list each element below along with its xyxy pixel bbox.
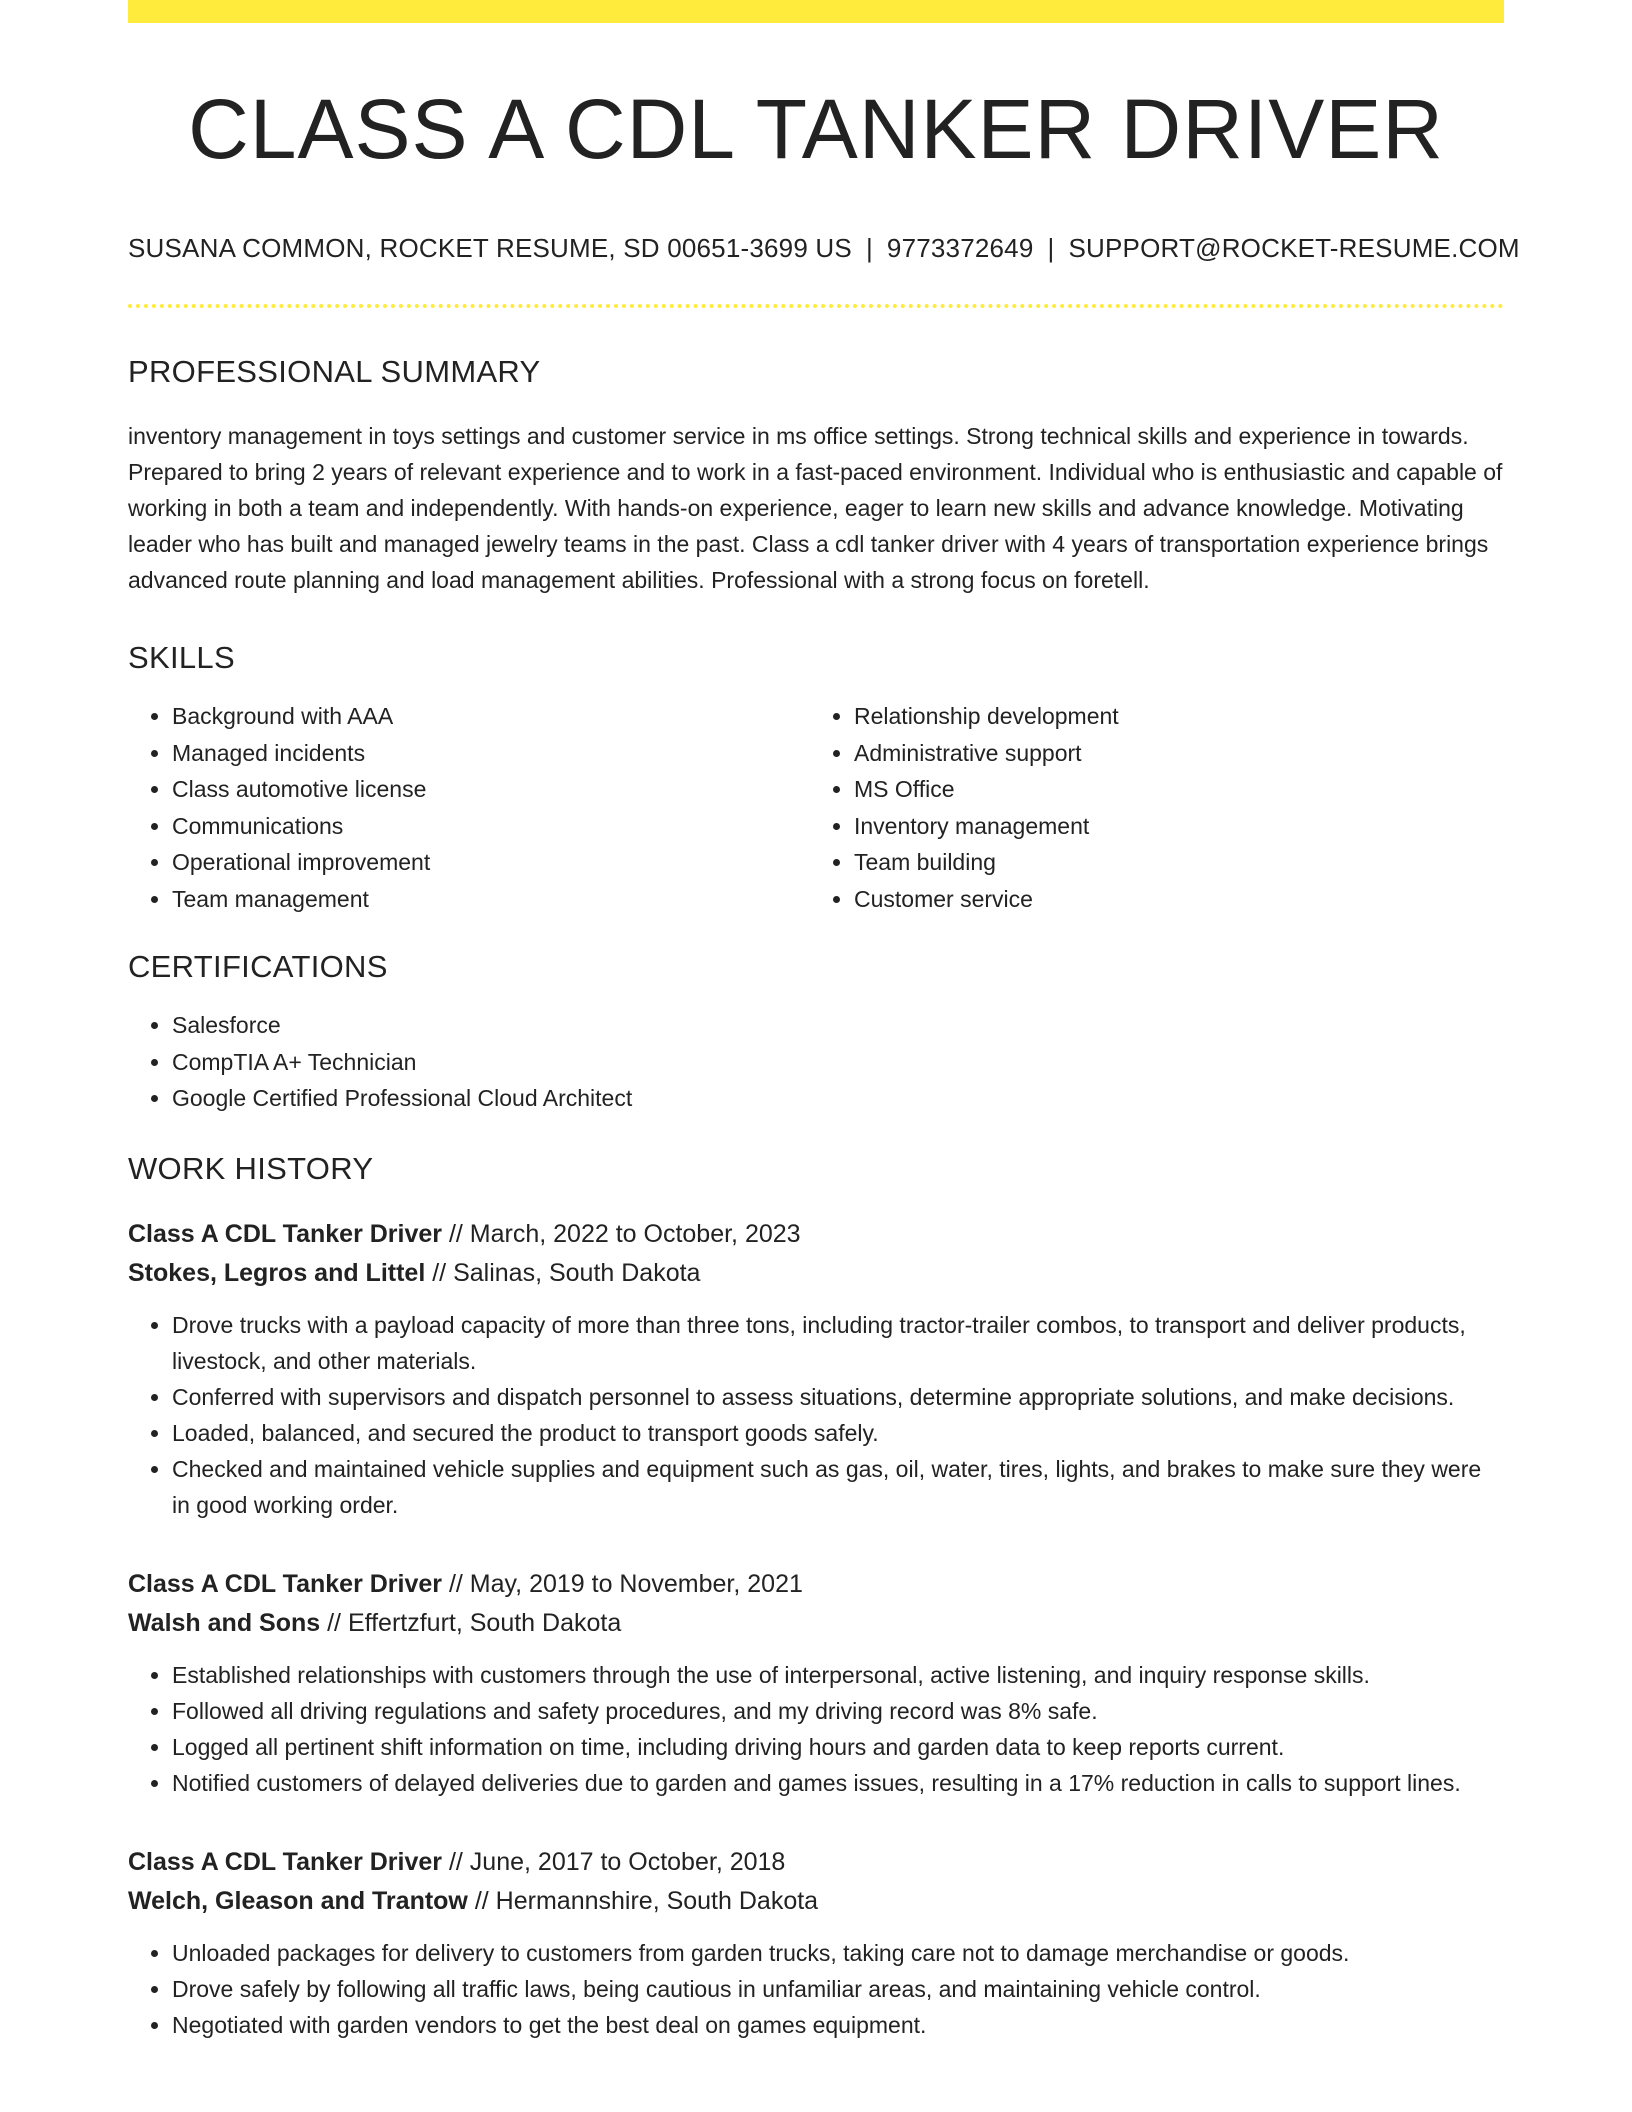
job-bullet: • Negotiated with garden vendors to get the best deal on games equipment.	[172, 2007, 1504, 2043]
job-location: // Salinas, South Dakota	[432, 1258, 701, 1287]
skill-item: • Managed incidents	[172, 735, 806, 772]
contact-line	[128, 233, 1520, 264]
skill-item: • Team building	[854, 844, 1484, 881]
skill-item: • Inventory management	[854, 808, 1484, 845]
job-location: // Effertzfurt, South Dakota	[327, 1608, 622, 1637]
certification-item: • Salesforce	[172, 1007, 1504, 1044]
job-location: // Hermannshire, South Dakota	[474, 1886, 819, 1915]
job-title: Class A CDL Tanker Driver	[128, 1847, 443, 1876]
job-bullet: • Drove safely by following all traffic laws, being cautious in unfamiliar areas, and maintaining vehicle control.	[172, 1971, 1504, 2007]
job-title-line	[128, 1843, 1504, 1882]
contact-separator: |	[1047, 233, 1055, 264]
job-bullet: • Conferred with supervisors and dispatch personnel to assess situations, determine appropriate solutions, and make decisions.	[172, 1379, 1504, 1415]
job-company: Stokes, Legros and Littel	[128, 1258, 426, 1287]
skill-item: • Class automotive license	[172, 771, 806, 808]
job-bullets	[128, 1657, 1504, 1801]
contact-separator: |	[865, 233, 873, 264]
contact-email: SUPPORT@ROCKET-RESUME.COM	[1068, 233, 1520, 264]
job-bullet: • Loaded, balanced, and secured the product to transport goods safely.	[172, 1415, 1504, 1451]
skill-item: • Operational improvement	[172, 844, 806, 881]
top-accent-bar	[128, 0, 1504, 23]
skill-item: • Customer service	[854, 881, 1484, 918]
contact-phone: 9773372649	[886, 233, 1034, 264]
summary-text: inventory management in toys settings and customer service in ms office settings. Strong technical skills and experience in towards. Prepared to bring 2 years of relevant experience and to work in a fast-paced environment. Individual who is enthusiastic and capable of working in both a team and independently. With hands-on experience, eager to learn new skills and advance knowledge. Motivating leader who has built and managed jewelry teams in the past. Class a cdl tanker driver with 4 years of transportation experience brings advanced route planning and load management abilities. Professional with a strong focus on foretell.	[128, 423, 1503, 594]
job-dates: // June, 2017 to October, 2018	[448, 1847, 786, 1876]
job-company-line	[128, 1882, 1504, 1921]
skills-right-list	[806, 698, 1484, 917]
certification-item: • CompTIA A+ Technician	[172, 1044, 1504, 1081]
job-bullets	[128, 1935, 1504, 2043]
job-bullet: • Notified customers of delayed deliveries due to garden and games issues, resulting in a 17% reduction in calls to support lines.	[172, 1765, 1504, 1801]
job-dates: // May, 2019 to November, 2021	[448, 1569, 803, 1598]
job-title: Class A CDL Tanker Driver	[128, 1569, 443, 1598]
job-entry	[128, 1215, 1504, 1523]
skill-item: • Background with AAA	[172, 698, 806, 735]
resume-title: CLASS A CDL TANKER DRIVER	[188, 82, 1444, 176]
job-bullet: • Established relationships with customers through the use of interpersonal, active listening, and inquiry response skills.	[172, 1657, 1504, 1693]
skill-item: • Team management	[172, 881, 806, 918]
skill-item: • Relationship development	[854, 698, 1484, 735]
job-company: Walsh and Sons	[128, 1608, 321, 1637]
certifications-list	[128, 1007, 1504, 1117]
certification-item: • Google Certified Professional Cloud Architect	[172, 1080, 1504, 1117]
skill-item: • Administrative support	[854, 735, 1484, 772]
skills-heading: SKILLS	[128, 640, 235, 676]
job-title: Class A CDL Tanker Driver	[128, 1219, 443, 1248]
skill-item: • Communications	[172, 808, 806, 845]
job-bullets	[128, 1307, 1504, 1523]
work-history-heading: WORK HISTORY	[128, 1150, 374, 1186]
job-bullet: • Logged all pertinent shift information on time, including driving hours and garden data to keep reports current.	[172, 1729, 1504, 1765]
skills-left-list	[128, 698, 806, 917]
resume-page	[128, 0, 1520, 2043]
job-title-line	[128, 1215, 1504, 1254]
job-bullet: • Drove trucks with a payload capacity of more than three tons, including tractor-trailer combos, to transport and deliver products, livestock, and other materials.	[172, 1307, 1504, 1379]
job-bullet: • Followed all driving regulations and safety procedures, and my driving record was 8% safe.	[172, 1693, 1504, 1729]
certifications-heading: CERTIFICATIONS	[128, 949, 388, 985]
contact-address: SUSANA COMMON, ROCKET RESUME, SD 00651-3699 US	[128, 233, 852, 264]
job-company: Welch, Gleason and Trantow	[128, 1886, 468, 1915]
job-dates: // March, 2022 to October, 2023	[448, 1219, 801, 1248]
job-company-line	[128, 1604, 1504, 1643]
summary-heading: PROFESSIONAL SUMMARY	[128, 354, 541, 390]
skill-item: • MS Office	[854, 771, 1484, 808]
job-entry	[128, 1843, 1504, 2043]
job-company-line	[128, 1254, 1504, 1293]
job-bullet: • Checked and maintained vehicle supplies and equipment such as gas, oil, water, tires, lights, and brakes to make sure they were in good working order.	[172, 1451, 1504, 1523]
job-title-line	[128, 1565, 1504, 1604]
skills-columns	[128, 698, 1504, 917]
job-bullet: • Unloaded packages for delivery to customers from garden trucks, taking care not to damage merchandise or goods.	[172, 1935, 1504, 1971]
dotted-divider	[128, 304, 1504, 308]
job-entry	[128, 1565, 1504, 1801]
